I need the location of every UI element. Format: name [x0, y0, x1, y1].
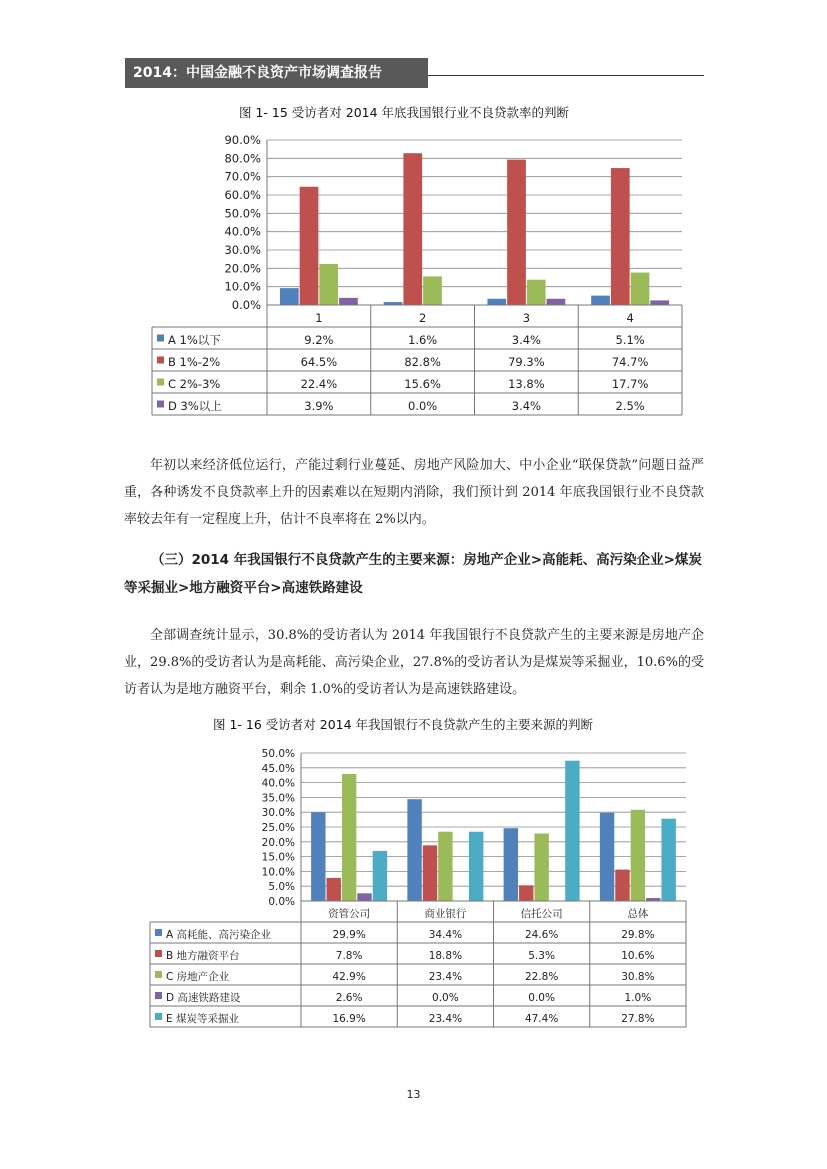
page-number: 13 [406, 1088, 421, 1101]
data-label: 29.9% [332, 929, 366, 941]
paragraph-2-text: 全部调查统计显示，30.8%的受访者认为 2014 年我国银行不良贷款产生的主要来源是房地产企业，29.8%的受访者认为是高耗能、高污染企业，27.8%的受访者认为是煤炭等采掘业，10.6%的受访者认为是地方融资平台，剩余 1.0%的受访者认为是高速铁路建设。 [124, 628, 704, 697]
data-label: 3.4% [511, 399, 541, 413]
data-label: 64.5% [300, 355, 338, 369]
y-tick-label: 90.0% [224, 133, 261, 147]
y-tick-label: 40.0% [261, 777, 295, 790]
figure1-caption: 图 1- 15 受访者对 2014 年底我国银行业不良贷款率的判断 [239, 105, 570, 120]
bar-3-4 [631, 810, 645, 901]
y-tick-label: 70.0% [224, 169, 261, 184]
y-tick-label: 10.0% [261, 866, 295, 879]
y-tick-label: 30.0% [261, 807, 295, 820]
data-label: 27.8% [621, 1013, 655, 1025]
legend-label: C 房地产企业 [166, 971, 230, 983]
legend-label: A 高耗能、高污染企业 [166, 929, 272, 941]
data-label: 0.0% [528, 992, 555, 1004]
legend-key [155, 950, 162, 957]
y-tick-label: 5.0% [268, 881, 295, 894]
y-tick-label: 45.0% [261, 762, 295, 775]
bar-4-1 [357, 893, 371, 901]
data-label: 0.0% [408, 399, 438, 413]
data-label: 79.3% [508, 355, 545, 369]
data-label: 5.3% [528, 950, 555, 962]
bar-2-2 [423, 845, 437, 901]
data-label: 3.9% [304, 399, 334, 413]
data-label: 9.2% [304, 333, 334, 347]
legend-label: B 地方融资平台 [166, 950, 240, 962]
data-label: 82.8% [404, 355, 441, 369]
data-label: 23.4% [428, 971, 463, 983]
data-label: 30.8% [621, 971, 655, 983]
bar-1-3 [504, 828, 518, 901]
data-label: 22.4% [300, 377, 338, 391]
data-label: 10.6% [621, 950, 655, 962]
category-label: 3 [522, 311, 531, 325]
data-label: 16.9% [332, 1013, 366, 1025]
section-heading: （三）2014 年我国银行不良贷款产生的主要来源：房地产企业>高能耗、高污染企业>煤炭等采掘业>地方融资平台>高速铁路建设 [124, 552, 702, 596]
bar-3-2 [438, 832, 452, 901]
legend-key [155, 992, 162, 999]
data-label: 15.6% [404, 377, 441, 391]
data-label: 24.6% [524, 929, 559, 941]
data-label: 74.7% [611, 355, 649, 369]
bar-1-2 [407, 799, 421, 901]
bar-2-4 [615, 870, 629, 901]
data-label: 47.4% [524, 1013, 559, 1025]
y-tick-label: 0.0% [268, 896, 295, 908]
bar-2-1 [327, 878, 341, 901]
legend-label: A 1%以下 [168, 333, 221, 347]
bar-5-2 [469, 832, 483, 901]
bar-5-4 [661, 819, 675, 901]
data-label: 3.4% [511, 333, 541, 347]
data-label: 7.8% [335, 950, 363, 962]
category-label: 总体 [627, 908, 649, 920]
legend-label: B 1%-2% [168, 355, 221, 369]
data-label: 1.0% [624, 992, 652, 1004]
legend-key [155, 1013, 162, 1020]
y-tick-label: 15.0% [261, 851, 295, 864]
category-label: 1 [315, 311, 323, 325]
bar-2-3 [519, 885, 533, 901]
legend-label: D 高速铁路建设 [166, 992, 241, 1004]
data-label: 17.7% [611, 377, 649, 391]
y-tick-label: 30.0% [224, 243, 261, 257]
y-tick-label: 25.0% [261, 822, 295, 834]
bar-3-1 [342, 774, 356, 901]
y-tick-label: 35.0% [261, 792, 295, 805]
category-label: 商业银行 [424, 908, 467, 920]
data-label: 42.9% [332, 971, 366, 983]
category-label: 4 [626, 311, 634, 325]
legend-label: C 2%-3% [168, 377, 221, 391]
legend-label: E 煤炭等采掘业 [166, 1013, 239, 1025]
data-label: 1.6% [408, 333, 438, 347]
data-label: 23.4% [428, 1013, 463, 1025]
y-tick-label: 20.0% [261, 836, 295, 849]
data-label: 34.4% [428, 929, 463, 941]
legend-key [155, 971, 162, 978]
category-label: 资管公司 [328, 908, 371, 920]
data-label: 13.8% [508, 377, 545, 391]
y-tick-label: 40.0% [224, 224, 261, 239]
bar-5-3 [565, 761, 579, 901]
data-label: 18.8% [428, 950, 463, 962]
data-label: 2.5% [615, 399, 645, 413]
y-tick-label: 60.0% [224, 188, 261, 202]
y-tick-label: 0.0% [231, 298, 261, 312]
category-label: 信托公司 [520, 908, 563, 920]
bar-3-3 [534, 834, 548, 901]
legend-key [155, 929, 162, 936]
bar-5-1 [373, 851, 387, 901]
y-tick-label: 10.0% [224, 279, 261, 294]
category-label: 2 [418, 311, 427, 325]
paragraph-1-text: 年初以来经济低位运行，产能过剩行业蔓延、房地产风险加大、中小企业“联保贷款”问题日益严重，各种诱发不良贷款率上升的因素难以在短期内消除，我们预计到 2014 年底我国银行业不良贷款率较去年有一定程度上升，估计不良率将在 2%以内。 [124, 458, 704, 527]
report-header: 2014：中国金融不良资产市场调查报告 [125, 58, 428, 88]
data-label: 0.0% [432, 992, 459, 1004]
data-label: 2.6% [335, 992, 363, 1004]
data-label: 22.8% [524, 971, 559, 983]
bar-1-4 [600, 813, 614, 901]
y-tick-label: 80.0% [224, 151, 261, 166]
bar-1-1 [311, 812, 325, 901]
legend-label: D 3%以上 [168, 399, 222, 413]
figure2-caption: 图 1- 16 受访者对 2014 年我国银行不良贷款产生的主要来源的判断 [213, 717, 594, 732]
y-tick-label: 50.0% [224, 206, 261, 221]
y-tick-label: 20.0% [224, 261, 261, 276]
data-label: 29.8% [621, 929, 655, 941]
data-label: 5.1% [615, 333, 645, 347]
y-tick-label: 50.0% [261, 748, 295, 760]
